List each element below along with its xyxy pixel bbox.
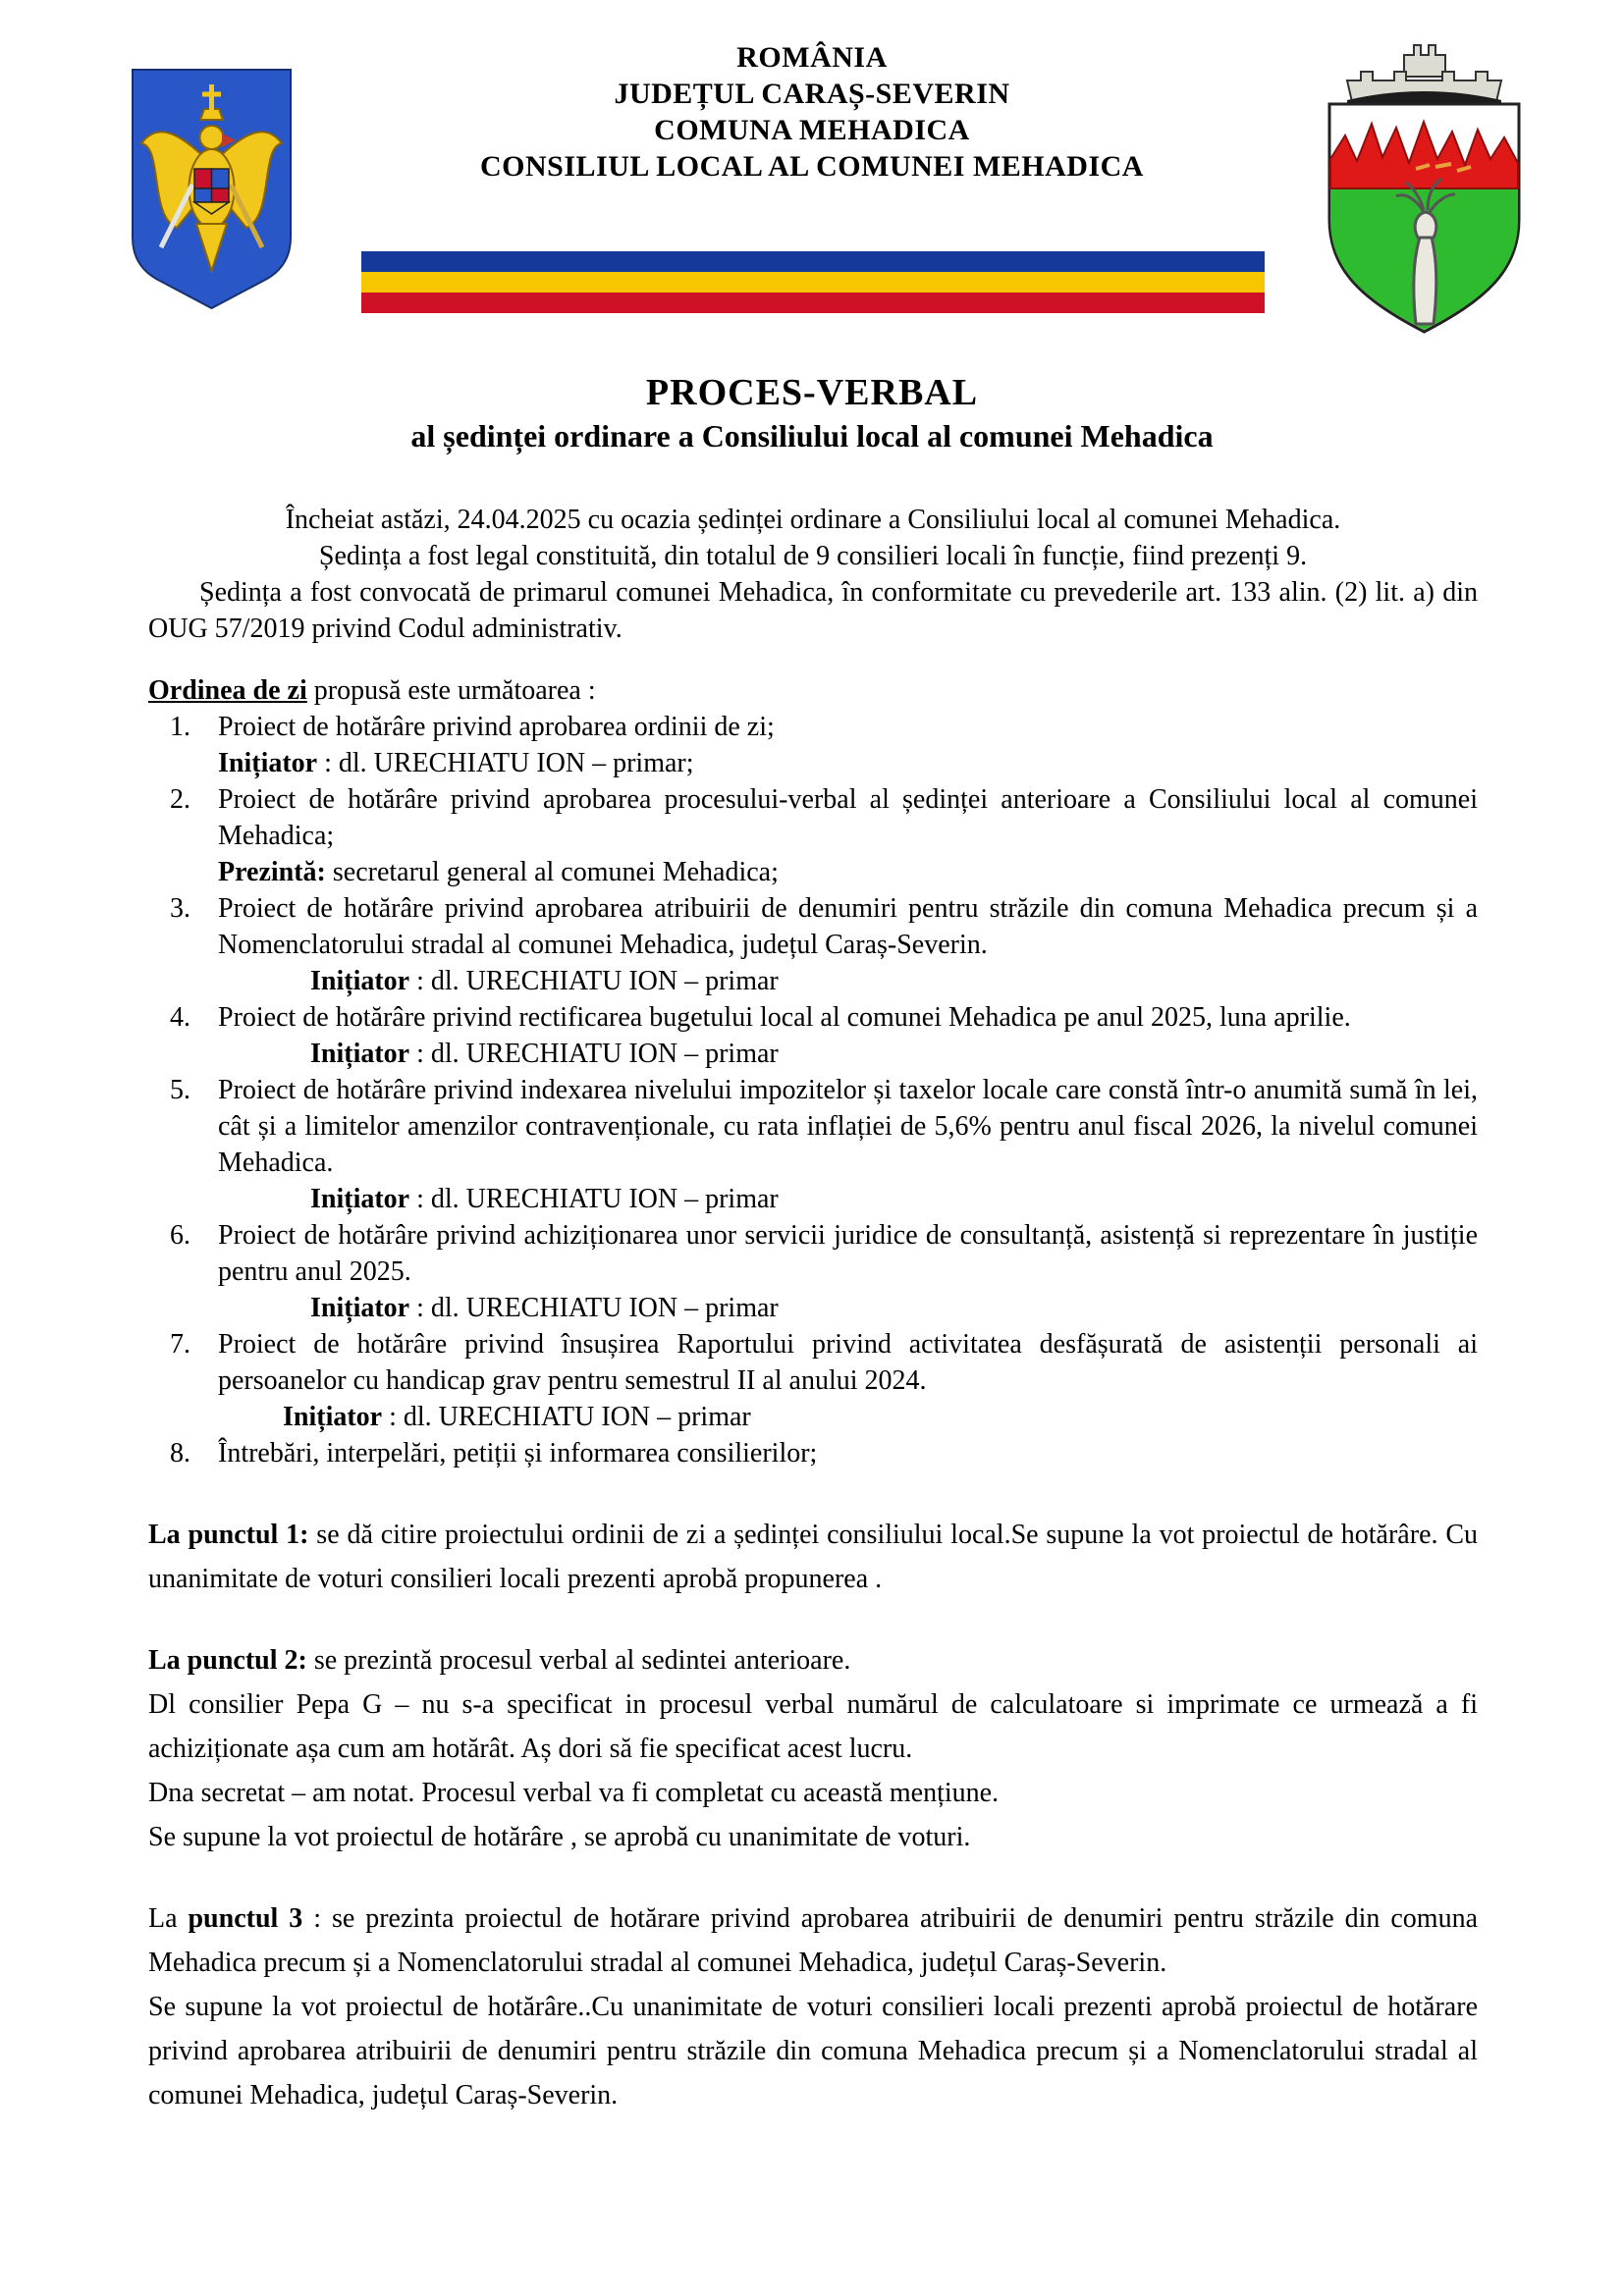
point-2-label: La punctul 2: (148, 1645, 307, 1676)
agenda-item-4 (148, 999, 1478, 1072)
header-council: CONSILIUL LOCAL AL COMUNEI MEHADICA (480, 150, 1144, 183)
agenda-item-2 (148, 781, 1478, 890)
agenda-item-number: 4. (170, 1002, 190, 1033)
agenda-item-presenter: Prezintă: secretarul general al comunei Mehadica; (218, 857, 779, 887)
doc-title: PROCES-VERBAL (645, 372, 979, 413)
agenda-heading-rest: propusă este următoarea : (306, 675, 596, 706)
point-3-paragraph: La punctul 3 : se prezinta proiectul de hotărare privind aprobarea atribuirii de denumiri pentru străzile din comuna Mehadica precum și a Nomenclatorului stradal al comunei Mehadica, județul Caraș-Severin. (148, 1903, 1478, 1978)
document-header (0, 0, 1624, 346)
agenda-item-text: Proiect de hotărâre privind indexarea nivelului impozitelor și taxelor locale care constă într-o anumită sumă în lei, cât și a limitelor amenzilor contravenționale, cu rata inflației de 5,6% pentru anul fiscal 2026, la nivelul comunei Mehadica. (218, 1075, 1478, 1178)
point-2-remark-1: Dl consilier Pepa G – nu s-a specificat in procesul verbal numărul de calculatoare si imprimate ce urmează a fi achiziționate așa cum am hotărât. Aș dori să fie specificat acest lucru. (148, 1689, 1478, 1764)
agenda-item-number: 8. (170, 1438, 190, 1468)
agenda-item-initiator: Inițiator : dl. URECHIATU ION – primar (310, 1184, 779, 1214)
intro-paragraph-2: Ședința a fost legal constituită, din totalul de 9 consilieri locali în funcție, fiind prezenți 9. (318, 541, 1308, 571)
agenda-heading (148, 672, 1478, 709)
agenda-item-initiator: Inițiator : dl. URECHIATU ION – primar (310, 966, 779, 996)
stripe-red (361, 293, 1265, 313)
agenda-item-5 (148, 1072, 1478, 1217)
point-2-heading: La punctul 2: se prezintă procesul verbal al sedintei anterioare. (148, 1645, 851, 1676)
point-2-remark-2: Dna secretat – am notat. Procesul verbal va fi completat cu această mențiune. (148, 1778, 1000, 1808)
agenda-item-initiator: Inițiator : dl. URECHIATU ION – primar (283, 1402, 751, 1432)
agenda-item-number: 6. (170, 1220, 190, 1251)
intro-paragraph-3: Ședința a fost convocată de primarul comunei Mehadica, în conformitate cu prevederile art. 133 alin. (2) lit. a) din OUG 57/2019 privind Codul administrativ. (148, 577, 1478, 644)
agenda-item-number: 3. (170, 893, 190, 924)
agenda-item-text: Proiect de hotărâre privind aprobarea ordinii de zi; (218, 712, 775, 742)
agenda-item-6 (148, 1217, 1478, 1326)
header-country: ROMÂNIA (736, 41, 888, 74)
mehadica-coat-of-arms-icon (1318, 41, 1531, 341)
intro-paragraph-1: Încheiat astăzi, 24.04.2025 cu ocazia ședinței ordinare a Consiliului local al comunei Mehadica. (285, 505, 1341, 535)
agenda-item-3 (148, 890, 1478, 999)
stripe-blue (361, 251, 1265, 272)
document-body (148, 502, 1478, 2117)
agenda-item-1 (148, 709, 1478, 781)
agenda-item-initiator: Inițiator : dl. URECHIATU ION – primar (310, 1293, 779, 1323)
agenda-item-number: 5. (170, 1075, 190, 1105)
point-1-paragraph: La punctul 1: se dă citire proiectului ordinii de zi a ședinței consiliului local.Se supune la vot proiectul de hotărâre. Cu unanimitate de voturi consilieri locali prezenti aprobă propunerea . (148, 1520, 1478, 1594)
tricolor-stripe (361, 251, 1265, 313)
header-commune: COMUNA MEHADICA (654, 114, 970, 146)
agenda-item-text: Proiect de hotărâre privind aprobarea procesului-verbal al ședinței anterioare a Consiliului local al comunei Mehadica; (218, 784, 1478, 851)
agenda-item-8 (148, 1435, 1478, 1471)
stripe-yellow (361, 272, 1265, 293)
agenda-item-text: Proiect de hotărâre privind aprobarea atribuirii de denumiri pentru străzile din comuna Mehadica precum și a Nomenclatorului stradal al comunei Mehadica, județul Caraș-Severin. (218, 893, 1478, 960)
doc-subtitle: al ședinței ordinare a Consiliului local al comunei Mehadica (410, 418, 1214, 454)
agenda-item-number: 7. (170, 1329, 190, 1360)
agenda-item-number: 2. (170, 784, 190, 815)
agenda-item-number: 1. (170, 712, 190, 742)
agenda-item-7 (148, 1326, 1478, 1435)
agenda-item-text: Proiect de hotărâre privind rectificarea bugetului local al comunei Mehadica pe anul 2025, luna aprilie. (218, 1002, 1351, 1033)
header-county: JUDEȚUL CARAȘ-SEVERIN (614, 78, 1010, 110)
point-3-label: punctul 3 (188, 1903, 303, 1934)
point-3-vote: Se supune la vot proiectul de hotărâre..Cu unanimitate de voturi consilieri locali prezenti aprobă proiectul de hotărare privind aprobarea atribuirii de denumiri pentru străzile din comuna Mehadica precum și a Nomenclatorului stradal al comunei Mehadica, județul Caraș-Severin. (148, 1992, 1478, 2110)
point-1-label: La punctul 1: (148, 1520, 309, 1550)
agenda-item-text: Proiect de hotărâre privind însușirea Raportului privind activitatea desfășurată de asistenții personali ai persoanelor cu handicap grav pentru semestrul II al anului 2024. (218, 1329, 1478, 1396)
agenda-item-text: Întrebări, interpelări, petiții și informarea consilierilor; (218, 1438, 818, 1468)
point-2-vote: Se supune la vot proiectul de hotărâre , se aprobă cu unanimitate de voturi. (148, 1822, 971, 1852)
agenda-heading-label: Ordinea de zi (148, 675, 307, 706)
agenda-item-text: Proiect de hotărâre privind achiziționarea unor servicii juridice de consultanță, asistență si reprezentare în justiție pentru anul 2025. (218, 1220, 1478, 1287)
agenda-item-initiator: Inițiator : dl. URECHIATU ION – primar (310, 1039, 779, 1069)
agenda-item-initiator: Inițiator : dl. URECHIATU ION – primar; (218, 748, 694, 778)
